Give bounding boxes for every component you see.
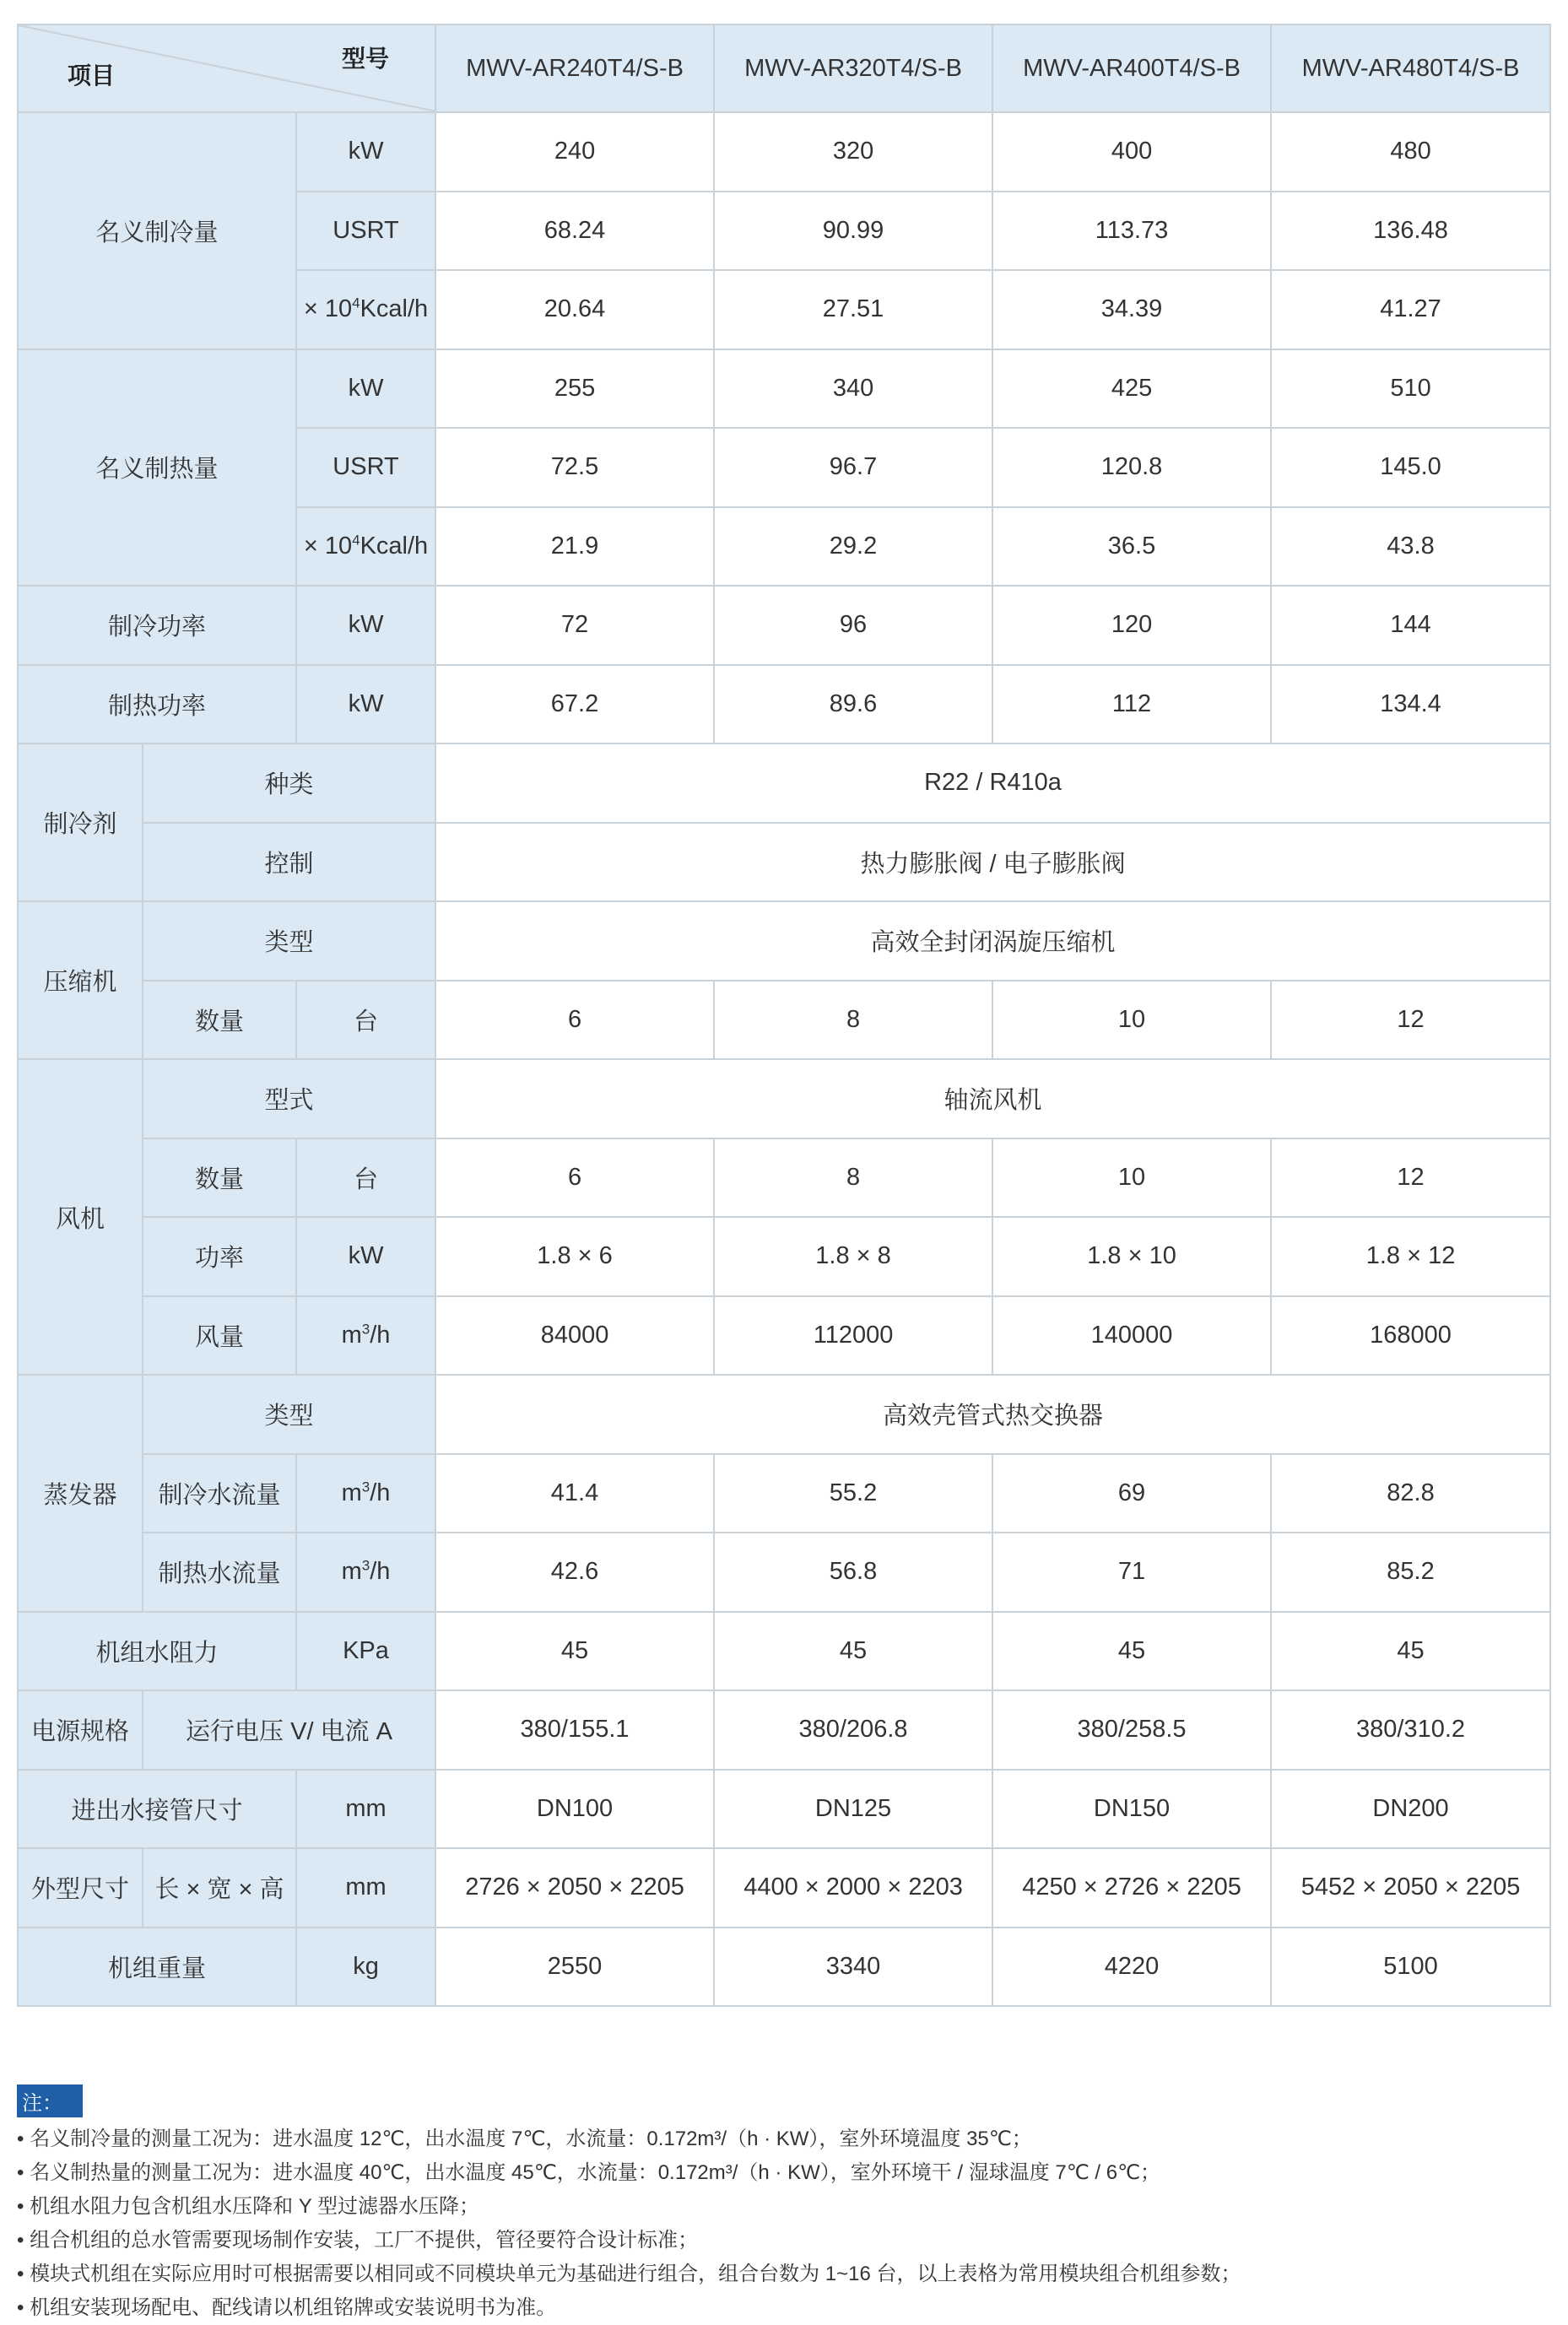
note-line: • 机组水阻力包含机组水压降和 Y 型过滤器水压降； [17,2195,479,2218]
heat-flow-label: 制热水流量 [143,1533,296,1612]
value-cell: 69 [992,1454,1271,1533]
table-row [18,1059,1550,1138]
value-cell: 21.9 [435,507,714,587]
value-cell: 134.4 [1271,665,1550,744]
value-cell: 112000 [714,1296,992,1376]
note-line: • 名义制冷量的测量工况为：进水温度 12℃，出水温度 7℃，水流量：0.172m³/（h · KW），室外环境温度 35℃； [17,2128,1032,2150]
power-supply-sub-label: 运行电压 V/ 电流 A [143,1690,435,1770]
value-cell: 45 [992,1612,1271,1691]
value-cell: 29.2 [714,507,992,587]
table-row [18,1690,1550,1770]
value-cell: 5452 × 2050 × 2205 [1271,1848,1550,1928]
compressor-count-label: 数量 [143,981,296,1060]
table-row [18,1612,1550,1691]
unit-cell: kW [296,112,435,192]
value-cell: DN100 [435,1770,714,1849]
refrigerant-control-label: 控制 [143,823,435,902]
refrigerant-type-label: 种类 [143,743,435,823]
header-row [18,24,1550,112]
refrigerant-label: 制冷剂 [18,743,143,901]
value-cell: 45 [1271,1612,1550,1691]
value-cell: 400 [992,112,1271,192]
table-row [18,665,1550,744]
value-cell: 144 [1271,586,1550,665]
table-row [18,1138,1550,1218]
dimensions-label: 外型尺寸 [18,1848,143,1928]
table-row [18,1296,1550,1376]
value-cell: 6 [435,981,714,1060]
value-cell: DN200 [1271,1770,1550,1849]
value-cell: 4250 × 2726 × 2205 [992,1848,1271,1928]
value-cell: 41.4 [435,1454,714,1533]
weight-label: 机组重量 [18,1928,296,2007]
value-cell: 82.8 [1271,1454,1550,1533]
evaporator-type-label: 类型 [143,1375,435,1454]
value-cell: 120 [992,586,1271,665]
note-line: • 模块式机组在实际应用时可根据需要以相同或不同模块单元为基础进行组合，组合台数为 1~16 台，以上表格为常用模块组合机组参数； [17,2263,1241,2285]
table-row [18,981,1550,1060]
value-cell: 41.27 [1271,270,1550,349]
table-row [18,823,1550,902]
value-cell: 45 [435,1612,714,1691]
value-cell: 12 [1271,981,1550,1060]
compressor-type-label: 类型 [143,901,435,981]
value-cell: 8 [714,1138,992,1218]
table-row [18,901,1550,981]
value-cell: 8 [714,981,992,1060]
item-label: 项目 [68,62,116,89]
value-cell: 1.8 × 12 [1271,1217,1550,1296]
value-cell: 12 [1271,1138,1550,1218]
value-cell: 10 [992,1138,1271,1218]
value-cell: 255 [435,349,714,429]
pipe-size-label: 进出水接管尺寸 [18,1770,296,1849]
table-row [18,1375,1550,1454]
compressor-type-value: 高效全封闭涡旋压缩机 [435,901,1550,981]
value-cell: 89.6 [714,665,992,744]
value-cell: 42.6 [435,1533,714,1612]
value-cell: 68.24 [435,192,714,271]
note-line: • 机组安装现场配电、配线请以机组铭牌或安装说明书为准。 [17,2296,557,2319]
value-cell: 2726 × 2050 × 2205 [435,1848,714,1928]
table-row [18,1217,1550,1296]
value-cell: 140000 [992,1296,1271,1376]
unit-cell: × $10^4Kcal/h$ [296,507,435,587]
unit-cell: mm [296,1770,435,1849]
unit-cell: $m^3/h$ [296,1454,435,1533]
value-cell: 96.7 [714,428,992,507]
value-cell: 4400 × 2000 × 2203 [714,1848,992,1928]
notes-section [17,2084,1549,2325]
value-cell: 113.73 [992,192,1271,271]
value-cell: 36.5 [992,507,1271,587]
value-cell: 168000 [1271,1296,1550,1376]
value-cell: 1.8 × 6 [435,1217,714,1296]
spec-table [17,24,1551,2007]
fan-power-label: 功率 [143,1217,296,1296]
unit-cell: 台 [296,981,435,1060]
table-row [18,1928,1550,2007]
value-cell: 240 [435,112,714,192]
table-row [18,586,1550,665]
value-cell: 145.0 [1271,428,1550,507]
value-cell: DN150 [992,1770,1271,1849]
note-line: • 组合机组的总水管需要现场制作安装，工厂不提供，管径要符合设计标准； [17,2229,699,2252]
value-cell: 85.2 [1271,1533,1550,1612]
unit-cell: kW [296,586,435,665]
value-cell: 34.39 [992,270,1271,349]
value-cell: 380/258.5 [992,1690,1271,1770]
value-cell: 90.99 [714,192,992,271]
notes-title: 注： [17,2084,83,2117]
fan-count-label: 数量 [143,1138,296,1218]
fan-airflow-label: 风量 [143,1296,296,1376]
value-cell: 27.51 [714,270,992,349]
header-corner-cell [18,24,435,112]
value-cell: DN125 [714,1770,992,1849]
fan-type-label: 型式 [143,1059,435,1138]
unit-cell: kW [296,349,435,429]
unit-cell: USRT [296,428,435,507]
value-cell: 5100 [1271,1928,1550,2007]
value-cell: 84000 [435,1296,714,1376]
unit-cell: mm [296,1848,435,1928]
note-line: • 名义制热量的测量工况为：进水温度 40℃，出水温度 45℃，水流量：0.172m³/（h · KW），室外环境干 / 湿球温度 7℃ / 6℃； [17,2161,1161,2184]
table-row [18,1454,1550,1533]
value-cell: 3340 [714,1928,992,2007]
value-cell: 43.8 [1271,507,1550,587]
value-cell: 112 [992,665,1271,744]
value-cell: 55.2 [714,1454,992,1533]
value-cell: 480 [1271,112,1550,192]
table-row [18,1770,1550,1849]
value-cell: 320 [714,112,992,192]
value-cell: 136.48 [1271,192,1550,271]
heating-capacity-label: 名义制热量 [18,349,296,587]
value-cell: 67.2 [435,665,714,744]
unit-cell: USRT [296,192,435,271]
value-cell: 340 [714,349,992,429]
table-row [18,1533,1550,1612]
model-name: MWV-AR240T4/S-B [435,24,714,112]
value-cell: 72.5 [435,428,714,507]
value-cell: 72 [435,586,714,665]
value-cell: 510 [1271,349,1550,429]
refrigerant-control-value: 热力膨胀阀 / 电子膨胀阀 [435,823,1550,902]
value-cell: 10 [992,981,1271,1060]
model-label: 型号 [342,46,390,72]
water-resistance-label: 机组水阻力 [18,1612,296,1691]
value-cell: 2550 [435,1928,714,2007]
value-cell: 1.8 × 10 [992,1217,1271,1296]
model-name: MWV-AR480T4/S-B [1271,24,1550,112]
heating-power-label: 制热功率 [18,665,296,744]
value-cell: 380/206.8 [714,1690,992,1770]
value-cell: 96 [714,586,992,665]
model-name: MWV-AR320T4/S-B [714,24,992,112]
unit-cell: $m^3/h$ [296,1296,435,1376]
unit-cell: kW [296,665,435,744]
value-cell: 380/310.2 [1271,1690,1550,1770]
table-row [18,1848,1550,1928]
unit-cell: kW [296,1217,435,1296]
value-cell: 20.64 [435,270,714,349]
table-row [18,112,1550,192]
value-cell: 425 [992,349,1271,429]
table-row [18,349,1550,429]
value-cell: 71 [992,1533,1271,1612]
value-cell: 56.8 [714,1533,992,1612]
value-cell: 120.8 [992,428,1271,507]
refrigerant-type-value: R22 / R410a [435,743,1550,823]
unit-cell: 台 [296,1138,435,1218]
cooling-power-label: 制冷功率 [18,586,296,665]
unit-cell: $m^3/h$ [296,1533,435,1612]
fan-type-value: 轴流风机 [435,1059,1550,1138]
value-cell: 4220 [992,1928,1271,2007]
compressor-label: 压缩机 [18,901,143,1059]
evaporator-label: 蒸发器 [18,1375,143,1612]
unit-cell: KPa [296,1612,435,1691]
model-name: MWV-AR400T4/S-B [992,24,1271,112]
unit-cell: kg [296,1928,435,2007]
dimensions-sub-label: 长 × 宽 × 高 [143,1848,296,1928]
unit-cell: × $10^4Kcal/h$ [296,270,435,349]
cool-flow-label: 制冷水流量 [143,1454,296,1533]
value-cell: 45 [714,1612,992,1691]
value-cell: 1.8 × 8 [714,1217,992,1296]
power-supply-label: 电源规格 [18,1690,143,1770]
cooling-capacity-label: 名义制冷量 [18,112,296,349]
evaporator-type-value: 高效壳管式热交换器 [435,1375,1550,1454]
fan-label: 风机 [18,1059,143,1375]
value-cell: 6 [435,1138,714,1218]
value-cell: 380/155.1 [435,1690,714,1770]
table-row [18,743,1550,823]
